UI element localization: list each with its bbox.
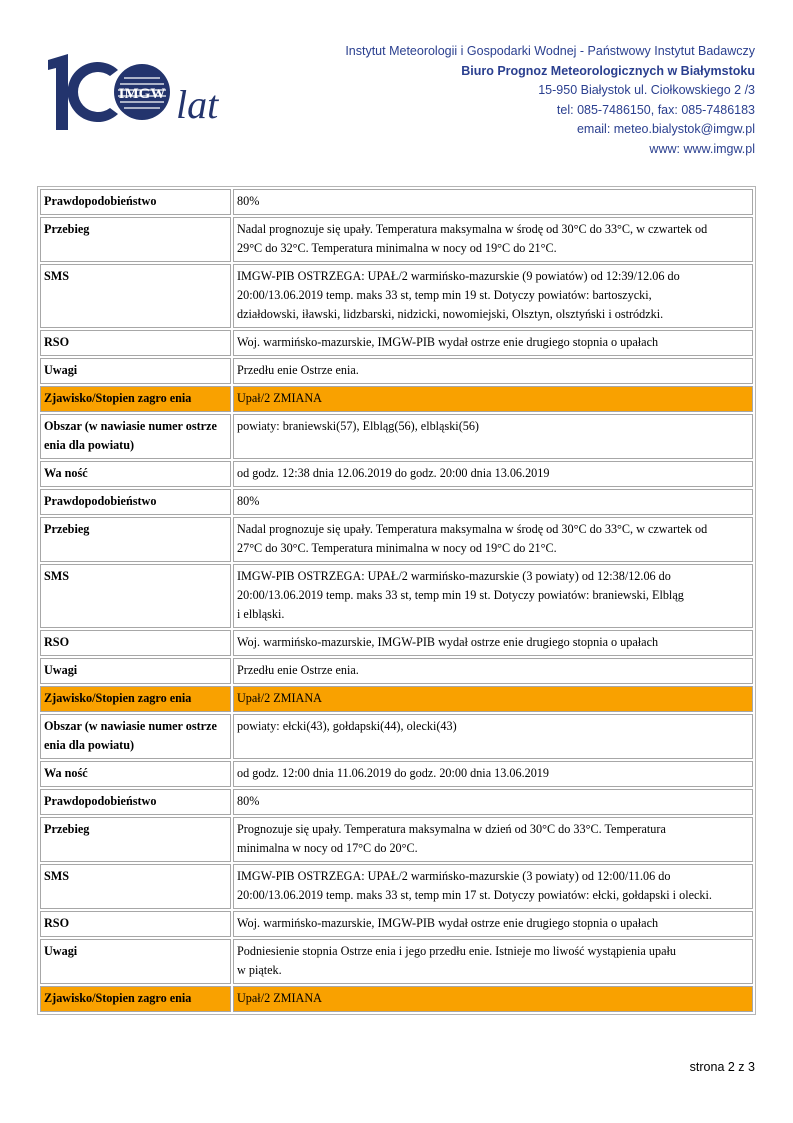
table-row — [40, 986, 753, 1012]
row-value — [233, 986, 753, 1012]
table-row — [40, 789, 753, 815]
value-line: 20:00/13.06.2019 temp. maks 33 st, temp min 19 st. Dotyczy powiatów: bartoszycki, — [237, 288, 652, 302]
value-line: w piątek. — [237, 963, 282, 977]
row-label: Uwagi — [40, 658, 231, 684]
warning-table — [37, 186, 756, 1015]
table-row — [40, 714, 753, 759]
row-value — [233, 658, 753, 684]
value-line: Nadal prognozuje się upały. Temperatura maksymalna w środę od 30°C do 33°C, w czwartek od — [237, 522, 708, 536]
row-label: RSO — [40, 330, 231, 356]
phone-fax: tel: 085-7486150, fax: 085-7486183 — [556, 102, 755, 117]
table-row — [40, 461, 753, 487]
row-label: RSO — [40, 911, 231, 937]
value-line: IMGW-PIB OSTRZEGA: UPAŁ/2 warmińsko-mazurskie (9 powiatów) od 12:39/12.06 do — [237, 269, 680, 283]
row-value — [233, 264, 753, 328]
value-line: działdowski, iławski, lidzbarski, nidzicki, nowomiejski, Olsztyn, olsztyński i ostródzki. — [237, 307, 664, 321]
office-name: Biuro Prognoz Meteorologicznych w Białymstoku — [461, 63, 755, 78]
table-row — [40, 761, 753, 787]
value-line: powiaty: ełcki(43), gołdapski(44), olecki(43) — [237, 719, 457, 733]
row-value — [233, 630, 753, 656]
row-value — [233, 330, 753, 356]
row-label: Przebieg — [40, 217, 231, 262]
row-value — [233, 939, 753, 984]
value-line: Przedłu enie Ostrze enia. — [237, 663, 359, 677]
row-value — [233, 864, 753, 909]
row-value — [233, 414, 753, 459]
row-label: RSO — [40, 630, 231, 656]
row-label: SMS — [40, 264, 231, 328]
row-label: SMS — [40, 564, 231, 628]
value-line: Upał/2 ZMIANA — [237, 391, 322, 405]
row-value — [233, 789, 753, 815]
row-value — [233, 817, 753, 862]
table-row — [40, 264, 753, 328]
row-value — [233, 911, 753, 937]
row-label: Prawdopodobieństwo — [40, 789, 231, 815]
svg-text:lat: lat — [176, 82, 219, 127]
row-value — [233, 714, 753, 759]
table-row — [40, 358, 753, 384]
value-line: Podniesienie stopnia Ostrze enia i jego przedłu enie. Istnieje mo liwość wystąpienia upału — [237, 944, 676, 958]
row-label: Zjawisko/Stopien zagro enia — [40, 686, 231, 712]
row-label: Prawdopodobieństwo — [40, 189, 231, 215]
row-label: Uwagi — [40, 358, 231, 384]
email: email: meteo.bialystok@imgw.pl — [576, 122, 755, 136]
table-row — [40, 911, 753, 937]
row-label: Obszar (w nawiasie numer ostrze enia dla powiatu) — [40, 414, 231, 459]
row-label: Przebieg — [40, 517, 231, 562]
address: 15-950 Białystok ul. Ciołkowskiego 2 /3 — [538, 83, 755, 97]
table-row — [40, 330, 753, 356]
row-value — [233, 358, 753, 384]
value-line: Upał/2 ZMIANA — [237, 691, 322, 705]
row-label: Wa ność — [40, 761, 231, 787]
row-value — [233, 564, 753, 628]
row-label: SMS — [40, 864, 231, 909]
row-value — [233, 761, 753, 787]
table-row — [40, 630, 753, 656]
value-line: 27°C do 30°C. Temperatura minimalna w nocy od 19°C do 21°C. — [237, 541, 557, 555]
value-line: Woj. warmińsko-mazurskie, IMGW-PIB wydał ostrze enie drugiego stopnia o upałach — [237, 635, 659, 649]
table-row — [40, 939, 753, 984]
row-label: Zjawisko/Stopien zagro enia — [40, 386, 231, 412]
institution-header — [345, 42, 755, 159]
value-line: od godz. 12:38 dnia 12.06.2019 do godz. 20:00 dnia 13.06.2019 — [237, 466, 550, 480]
value-line: 20:00/13.06.2019 temp. maks 33 st, temp min 19 st. Dotyczy powiatów: braniewski, Elbląg — [237, 588, 684, 602]
value-line: Prognozuje się upały. Temperatura maksymalna w dzień od 30°C do 33°C. Temperatura — [237, 822, 666, 836]
table-row — [40, 517, 753, 562]
row-value — [233, 489, 753, 515]
value-line: IMGW-PIB OSTRZEGA: UPAŁ/2 warmińsko-mazurskie (3 powiaty) od 12:38/12.06 do — [237, 569, 671, 583]
value-line: 80% — [237, 194, 260, 208]
table-row — [40, 217, 753, 262]
table-row — [40, 817, 753, 862]
table-row — [40, 386, 753, 412]
website: www: www.imgw.pl — [649, 141, 755, 156]
row-label: Wa ność — [40, 461, 231, 487]
value-line: Nadal prognozuje się upały. Temperatura maksymalna w środę od 30°C do 33°C, w czwartek od — [237, 222, 708, 236]
value-line: Przedłu enie Ostrze enia. — [237, 363, 359, 377]
row-label: Prawdopodobieństwo — [40, 489, 231, 515]
value-line: 20:00/13.06.2019 temp. maks 33 st, temp min 17 st. Dotyczy powiatów: ełcki, gołdapski i olecki. — [237, 888, 712, 902]
value-line: od godz. 12:00 dnia 11.06.2019 do godz. 20:00 dnia 13.06.2019 — [237, 766, 549, 780]
value-line: i elbląski. — [237, 607, 285, 621]
value-line: 80% — [237, 494, 260, 508]
value-line: 80% — [237, 794, 260, 808]
logo-imgw-100-lat — [40, 48, 240, 138]
row-value — [233, 517, 753, 562]
value-line: Woj. warmińsko-mazurskie, IMGW-PIB wydał ostrze enie drugiego stopnia o upałach — [237, 916, 659, 930]
table-row — [40, 189, 753, 215]
row-value — [233, 461, 753, 487]
row-value — [233, 217, 753, 262]
table-row — [40, 489, 753, 515]
page-number: strona 2 z 3 — [689, 1060, 755, 1074]
row-value — [233, 189, 753, 215]
table-row — [40, 414, 753, 459]
row-label: Obszar (w nawiasie numer ostrze enia dla powiatu) — [40, 714, 231, 759]
value-line: Woj. warmińsko-mazurskie, IMGW-PIB wydał ostrze enie drugiego stopnia o upałach — [237, 335, 659, 349]
row-label: Przebieg — [40, 817, 231, 862]
value-line: Upał/2 ZMIANA — [237, 991, 322, 1005]
table-row — [40, 658, 753, 684]
value-line: minimalna w nocy od 17°C do 20°C. — [237, 841, 418, 855]
row-value — [233, 686, 753, 712]
value-line: powiaty: braniewski(57), Elbląg(56), elbląski(56) — [237, 419, 479, 433]
table-row — [40, 686, 753, 712]
row-label: Uwagi — [40, 939, 231, 984]
svg-text:IMGW: IMGW — [118, 86, 166, 102]
table-row — [40, 864, 753, 909]
value-line: 29°C do 32°C. Temperatura minimalna w nocy od 19°C do 21°C. — [237, 241, 557, 255]
value-line: IMGW-PIB OSTRZEGA: UPAŁ/2 warmińsko-mazurskie (3 powiaty) od 12:00/11.06 do — [237, 869, 671, 883]
row-label: Zjawisko/Stopien zagro enia — [40, 986, 231, 1012]
logo-graphic — [40, 48, 240, 138]
row-value — [233, 386, 753, 412]
institute-name: Instytut Meteorologii i Gospodarki Wodnej - Państwowy Instytut Badawczy — [345, 44, 755, 58]
table-row — [40, 564, 753, 628]
